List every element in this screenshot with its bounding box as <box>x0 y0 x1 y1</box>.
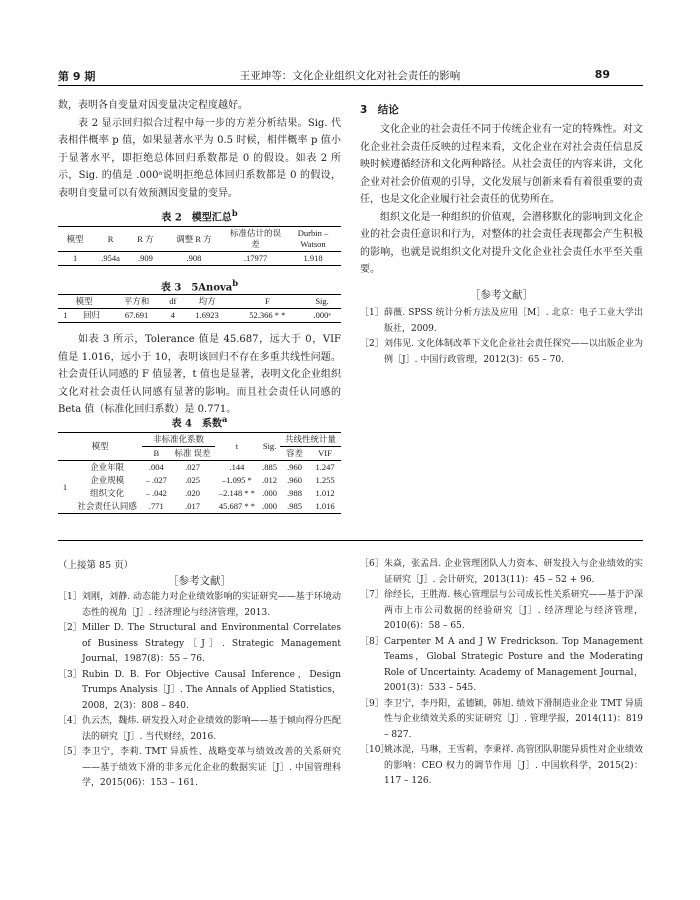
page-number: 89 <box>594 68 610 81</box>
paragraph: 数，表明各自变量对因变量决定程度越好。 <box>58 100 248 111</box>
reference-item: ［1］ 刘刚，刘静. 动态能力对企业绩效影响的实证研究——基于环境动态性的视角［J］. 经济理论与经济管理，2013. <box>58 592 341 618</box>
table-header-row: 模型 R R 方 调整 R 方 标准估计的误差 Durbin – Watson <box>58 227 341 252</box>
paragraph: 如表 3 所示，Tolerance 值是 45.687，远大于 0，VIF 值是 1.016，远小于 10，表明该回归不存在多重共线性问题。社会责任认同感的 F 值显著，t 值也是显著，表明文化企业组织文化对社会责任认同感有显著的影响。而且社会责任认同感的 Beta 值（标准化回归系数）是 0.771。 <box>58 334 341 415</box>
table-row: 1 企业年限 .004 .027 .144 .885 .960 1.247 <box>62 462 335 492</box>
table-row: 组织文化 – .042 .020 –2.148 * * .000 .988 1.012 <box>90 488 335 498</box>
running-title: 王亚坤等：文化企业组织文化对社会责任的影响 <box>239 70 461 82</box>
section-divider <box>58 540 643 541</box>
paragraph: 表 2 显示回归拟合过程中每一步的方差分析结果。Sig. 代表相伴概率 p 值，如果显著水平为 0.5 时候，相伴概率 p 值小于显著水平，即拒绝总体回归系数都是 0 的假设。如表 2 所示，Sig. 的值是 .000ᵃ说明拒绝总体回归系数都是 0 的假设，表明自变量可以有效预测因变量的变异。 <box>58 117 341 199</box>
reference-item: ［4］ 仇云杰，魏炜. 研发投入对企业绩效的影响——基于倾向得分匹配法的研究［J］. 当代财经，2016. <box>58 716 341 742</box>
table-header-row: 模型 平方和 df 均方 F Sig. <box>58 295 341 309</box>
table-header-row: B 标准 误差 容差 VIF <box>58 447 341 461</box>
table3-caption: 表 3 5Anova$^b$ <box>160 278 239 294</box>
references-list-left <box>58 590 341 792</box>
table-header-row: 模型 非标准化系数 t Sig. 共线性统计量 <box>58 433 341 447</box>
paragraph: 文化企业的社会责任不同于传统企业有一定的特殊性。对文化企业社会责任反映的过程来看，文化企业在对社会责任信息反映时候遵循经济和文化两种路径。从社会责任的内容来讲，文化企业对社会价值观的引导，文化发展与创新来看有着很重要的责任，也是文化企业履行社会责任的优势所在。 <box>360 124 643 205</box>
table-row: 1 .954a .909 .908 .17977 1.918 <box>58 252 341 266</box>
table2-caption: 表 2 模型汇总$^b$ <box>161 208 238 224</box>
table3-discussion <box>58 331 341 419</box>
reference-item: ［5］ 李卫宁，李莉. TMT 异质性、战略变革与绩效改善的关系研究——基于绩效下滑的非多元化企业的数据实证［J］. 中国管理科学，2015(06)：153 – 161. <box>58 747 341 788</box>
references-list-right <box>360 557 643 790</box>
paragraph: 组织文化是一种组织的价值观，会潜移默化的影响到文化企业的社会责任意识和行为，对整体的社会责任表现都会产生积极的影响，也就是说组织文化对提升文化企业社会责任水平至关重要。 <box>360 211 643 275</box>
issue-number: 第 9 期 <box>58 70 96 83</box>
table-row: 社会责任认同感 .771 .017 45.687 * * .000 .985 1.016 <box>58 500 341 514</box>
continued-note: （上接第 85 页） <box>58 560 134 571</box>
left-column-text <box>58 97 341 202</box>
table4 <box>58 432 341 514</box>
section-title: 3 结论 <box>360 104 399 116</box>
reference-item: ［1］ 薛薇. SPSS 统计分析方法及应用［M］. 北京：电子工业大学出版社，2009. <box>360 308 643 334</box>
reference-item: ［2］ Miller D. The Structural and Environmental Correlates of Business Strategy［J］. Strategic Management Journal，1987(8)：55 – 76. <box>58 623 341 664</box>
table3 <box>58 294 341 323</box>
reference-item: ［10］ 姚冰湜，马琳，王雪莉，李秉祥. 高管团队职能异质性对企业绩效的影响：CEO 权力的调节作用［J］. 中国软科学，2015(2)：117 – 126. <box>360 745 643 786</box>
reference-item: ［8］ Carpenter M A and J W Fredrickson. Top Management Teams，Global Strategic Posture and the Moderating Role of Uncertainty. Academy of Management Journal，2001(3)：533 – 545. <box>360 636 643 693</box>
right-column-text <box>360 121 643 279</box>
table2 <box>58 226 341 266</box>
table4-caption: 表 4 系数$^a$ <box>171 414 228 430</box>
table-row: 企业规模 – .027 .025 –1.095 * .012 .960 1.255 <box>90 475 335 485</box>
references-title: ［参考文献］ <box>168 575 231 587</box>
reference-item: ［3］ Rubin D. B. For Objective Causal Inference，Design Trumps Analysis［J］. The Annals of Applied Statistics，2008，2(3)：808 – 840. <box>58 669 341 711</box>
reference-item: ［6］ 朱焱，张孟昌. 企业管理团队人力资本、研发投入与企业绩效的实证研究［J］. 会计研究，2013(11)：45 – 52 + 96. <box>360 559 643 585</box>
references-title: ［参考文献］ <box>470 289 533 301</box>
reference-item: ［2］ 刘伟见. 文化体制改革下文化企业社会责任探究——以出版企业为例［J］. 中国行政管理，2012(3)：65 – 70. <box>360 339 643 365</box>
reference-item: ［7］ 徐经长，王胜海. 核心管理层与公司成长性关系研究——基于沪深两市上市公司数据的经验研究［J］. 经济理论与经济管理，2010(6)：58 – 65. <box>360 590 643 631</box>
reference-item: ［9］ 李卫宁，李丹阳，孟德颖，韩旭. 绩效下滑制造业企业 TMT 异质性与企业绩效关系的实证研究［J］. 管理学报，2014(11)：819 – 827. <box>360 698 643 740</box>
references-list <box>360 306 643 368</box>
table-row: 1 回归 67.691 4 1.6923 52.366 * * .000ᵃ <box>58 309 341 323</box>
header-rule <box>58 85 643 86</box>
